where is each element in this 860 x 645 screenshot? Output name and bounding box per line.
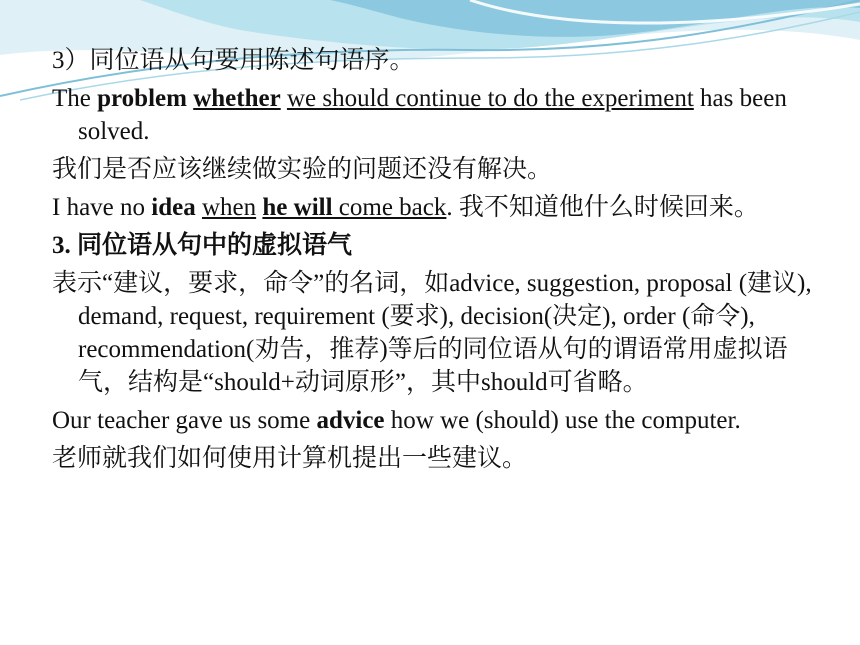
subjunctive-explanation: 表示“建议，要求，命令”的名词，如advice, suggestion, proposal (建议), demand, request, requirement (要求), decision(决定), order (命令), recommendation(劝告，推荐)等后的同位语从句的谓语常用虚拟语气，结构是“should+动词原形”，其中should可省略。 [52, 270, 812, 396]
ex2-text: I have no [52, 194, 152, 221]
ex1-connector: whether [193, 85, 281, 112]
ex1-text: has been solved. [78, 85, 787, 145]
ex2-clause-end: come back [332, 194, 447, 221]
example-1-translation: 我们是否应该继续做实验的问题还没有解决。 [52, 156, 553, 183]
ex3-noun: advice [316, 407, 385, 434]
example-1 [52, 82, 827, 148]
ex3-text: how we (should) use the computer. [384, 407, 741, 434]
section-heading: 3. 同位语从句中的虚拟语气 [52, 232, 353, 259]
ex1-text: The [52, 85, 98, 112]
ex2-connector: when [201, 194, 257, 221]
ex1-noun: problem [97, 85, 187, 112]
example-2 [52, 191, 827, 224]
ex2-translation: . 我不知道他什么时候回来。 [446, 194, 759, 221]
example-3-translation: 老师就我们如何使用计算机提出一些建议。 [52, 445, 528, 472]
slide-content [52, 44, 827, 480]
ex3-text: Our teacher gave us some [52, 407, 317, 434]
example-3 [52, 404, 827, 437]
point-3-word-order: 3）同位语从句要用陈述句语序。 [52, 47, 415, 74]
ex2-subject-verb: he will [262, 194, 333, 221]
ex2-noun: idea [151, 194, 196, 221]
ex1-clause: we should continue to do the experiment [286, 85, 694, 112]
